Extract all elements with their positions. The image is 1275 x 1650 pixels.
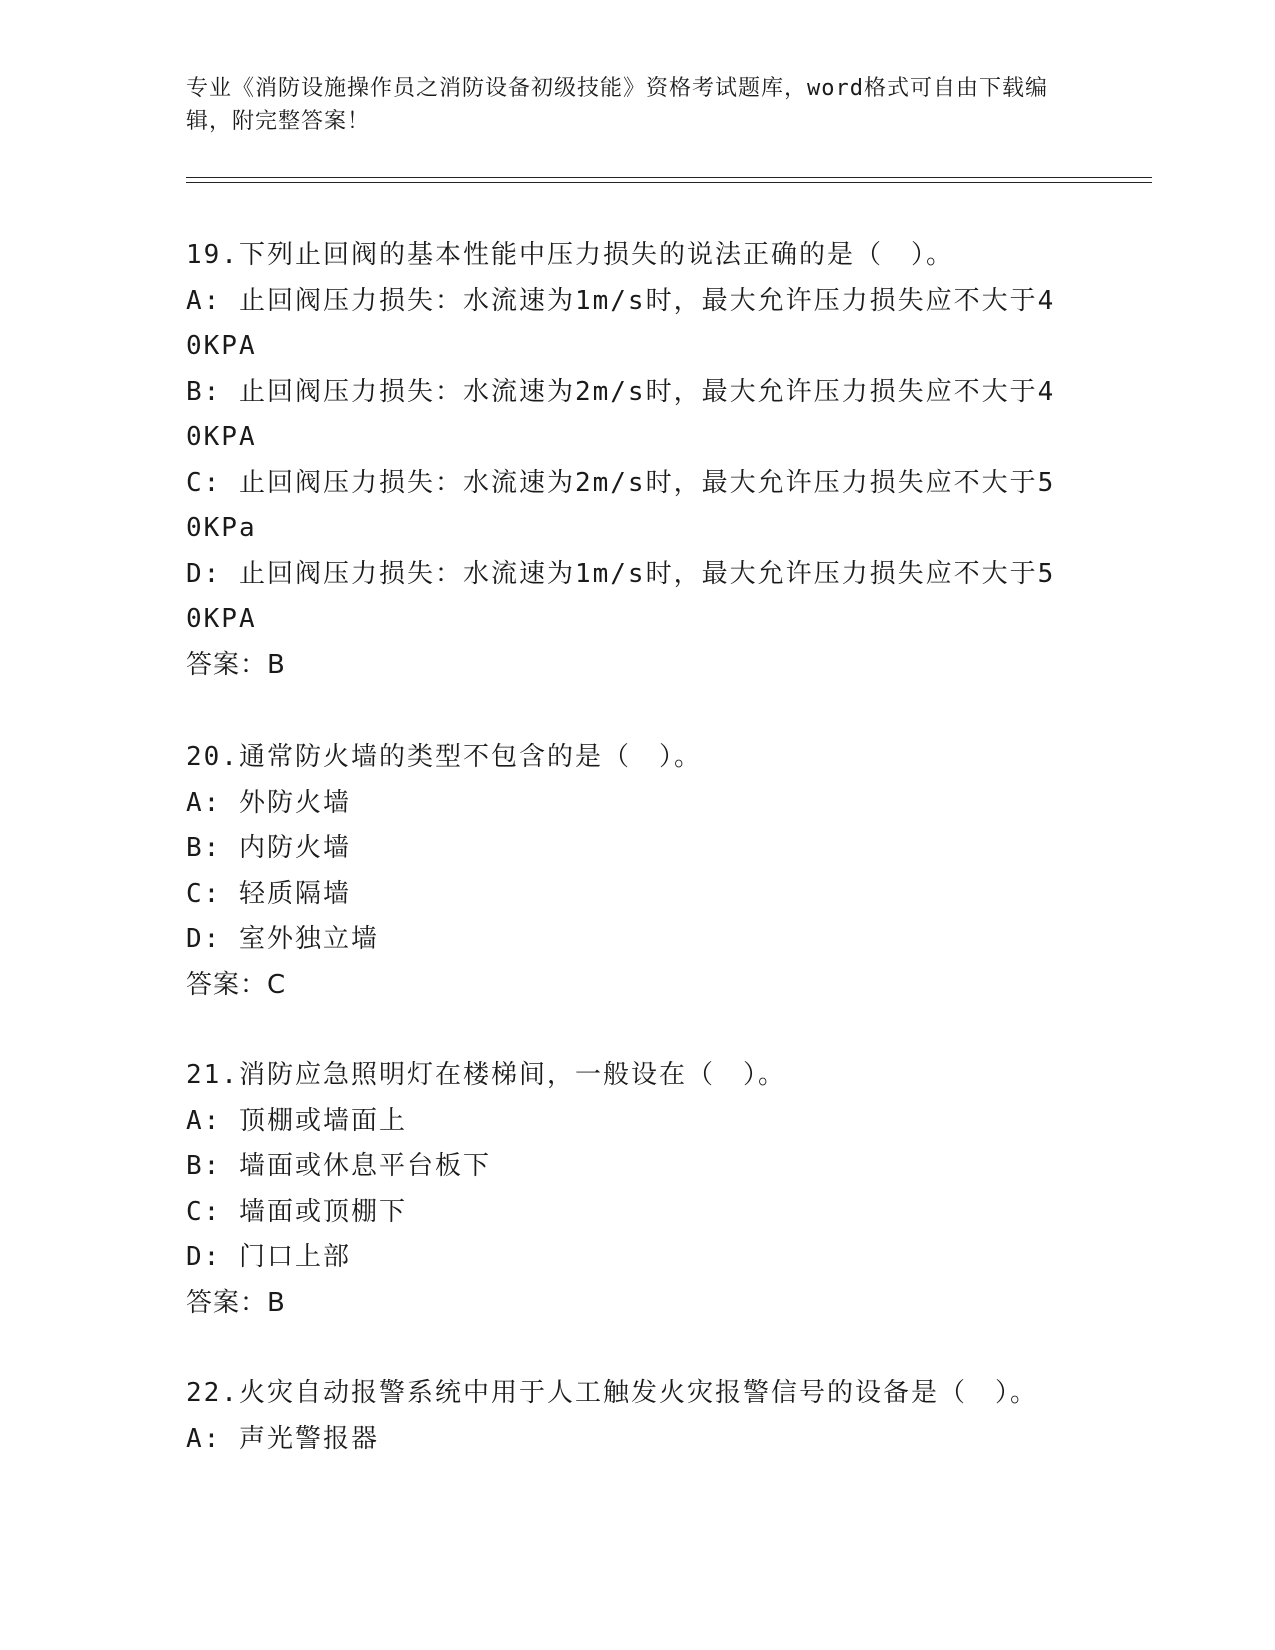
option-c: C: 轻质隔墙 [186, 878, 351, 909]
option-c: C: 墙面或顶棚下 [186, 1196, 407, 1227]
option-a: A: 止回阀压力损失：水流速为1m/s时，最大允许压力损失应不大于40KPA [186, 285, 1056, 361]
option-a: A: 声光警报器 [186, 1423, 379, 1454]
question-20 [186, 735, 1066, 1008]
question-stem: 21.消防应急照明灯在楼梯间，一般设在（ ）。 [186, 1060, 786, 1090]
question-stem: 22.火灾自动报警系统中用于人工触发火灾报警信号的设备是（ ）。 [186, 1378, 1038, 1408]
option-c: C: 止回阀压力损失：水流速为2m/s时，最大允许压力损失应不大于50KPa [186, 467, 1056, 543]
document-header: 专业《消防设施操作员之消防设备初级技能》资格考试题库，word格式可自由下载编辑，附完整答案！ [186, 76, 1048, 134]
question-stem: 20.通常防火墙的类型不包含的是（ ）。 [186, 742, 702, 772]
question-21 [186, 1053, 1066, 1326]
option-a: A: 外防火墙 [186, 787, 351, 818]
option-d: D: 门口上部 [186, 1242, 351, 1272]
option-b: B: 内防火墙 [186, 833, 351, 863]
answer: 答案：B [186, 1287, 286, 1318]
question-22 [186, 1371, 1066, 1462]
option-d: D: 室外独立墙 [186, 924, 379, 954]
question-stem: 19.下列止回阀的基本性能中压力损失的说法正确的是（ ）。 [186, 240, 954, 270]
option-a: A: 顶棚或墙面上 [186, 1105, 407, 1136]
option-d: D: 止回阀压力损失：水流速为1m/s时，最大允许压力损失应不大于50KPA [186, 558, 1056, 634]
option-b: B: 墙面或休息平台板下 [186, 1151, 491, 1181]
question-19 [186, 233, 1066, 688]
answer: 答案：B [186, 649, 286, 680]
option-b: B: 止回阀压力损失：水流速为2m/s时，最大允许压力损失应不大于40KPA [186, 376, 1056, 452]
header-divider-bottom [186, 182, 1152, 183]
header-divider-top [186, 177, 1152, 178]
answer: 答案：C [186, 969, 287, 1000]
